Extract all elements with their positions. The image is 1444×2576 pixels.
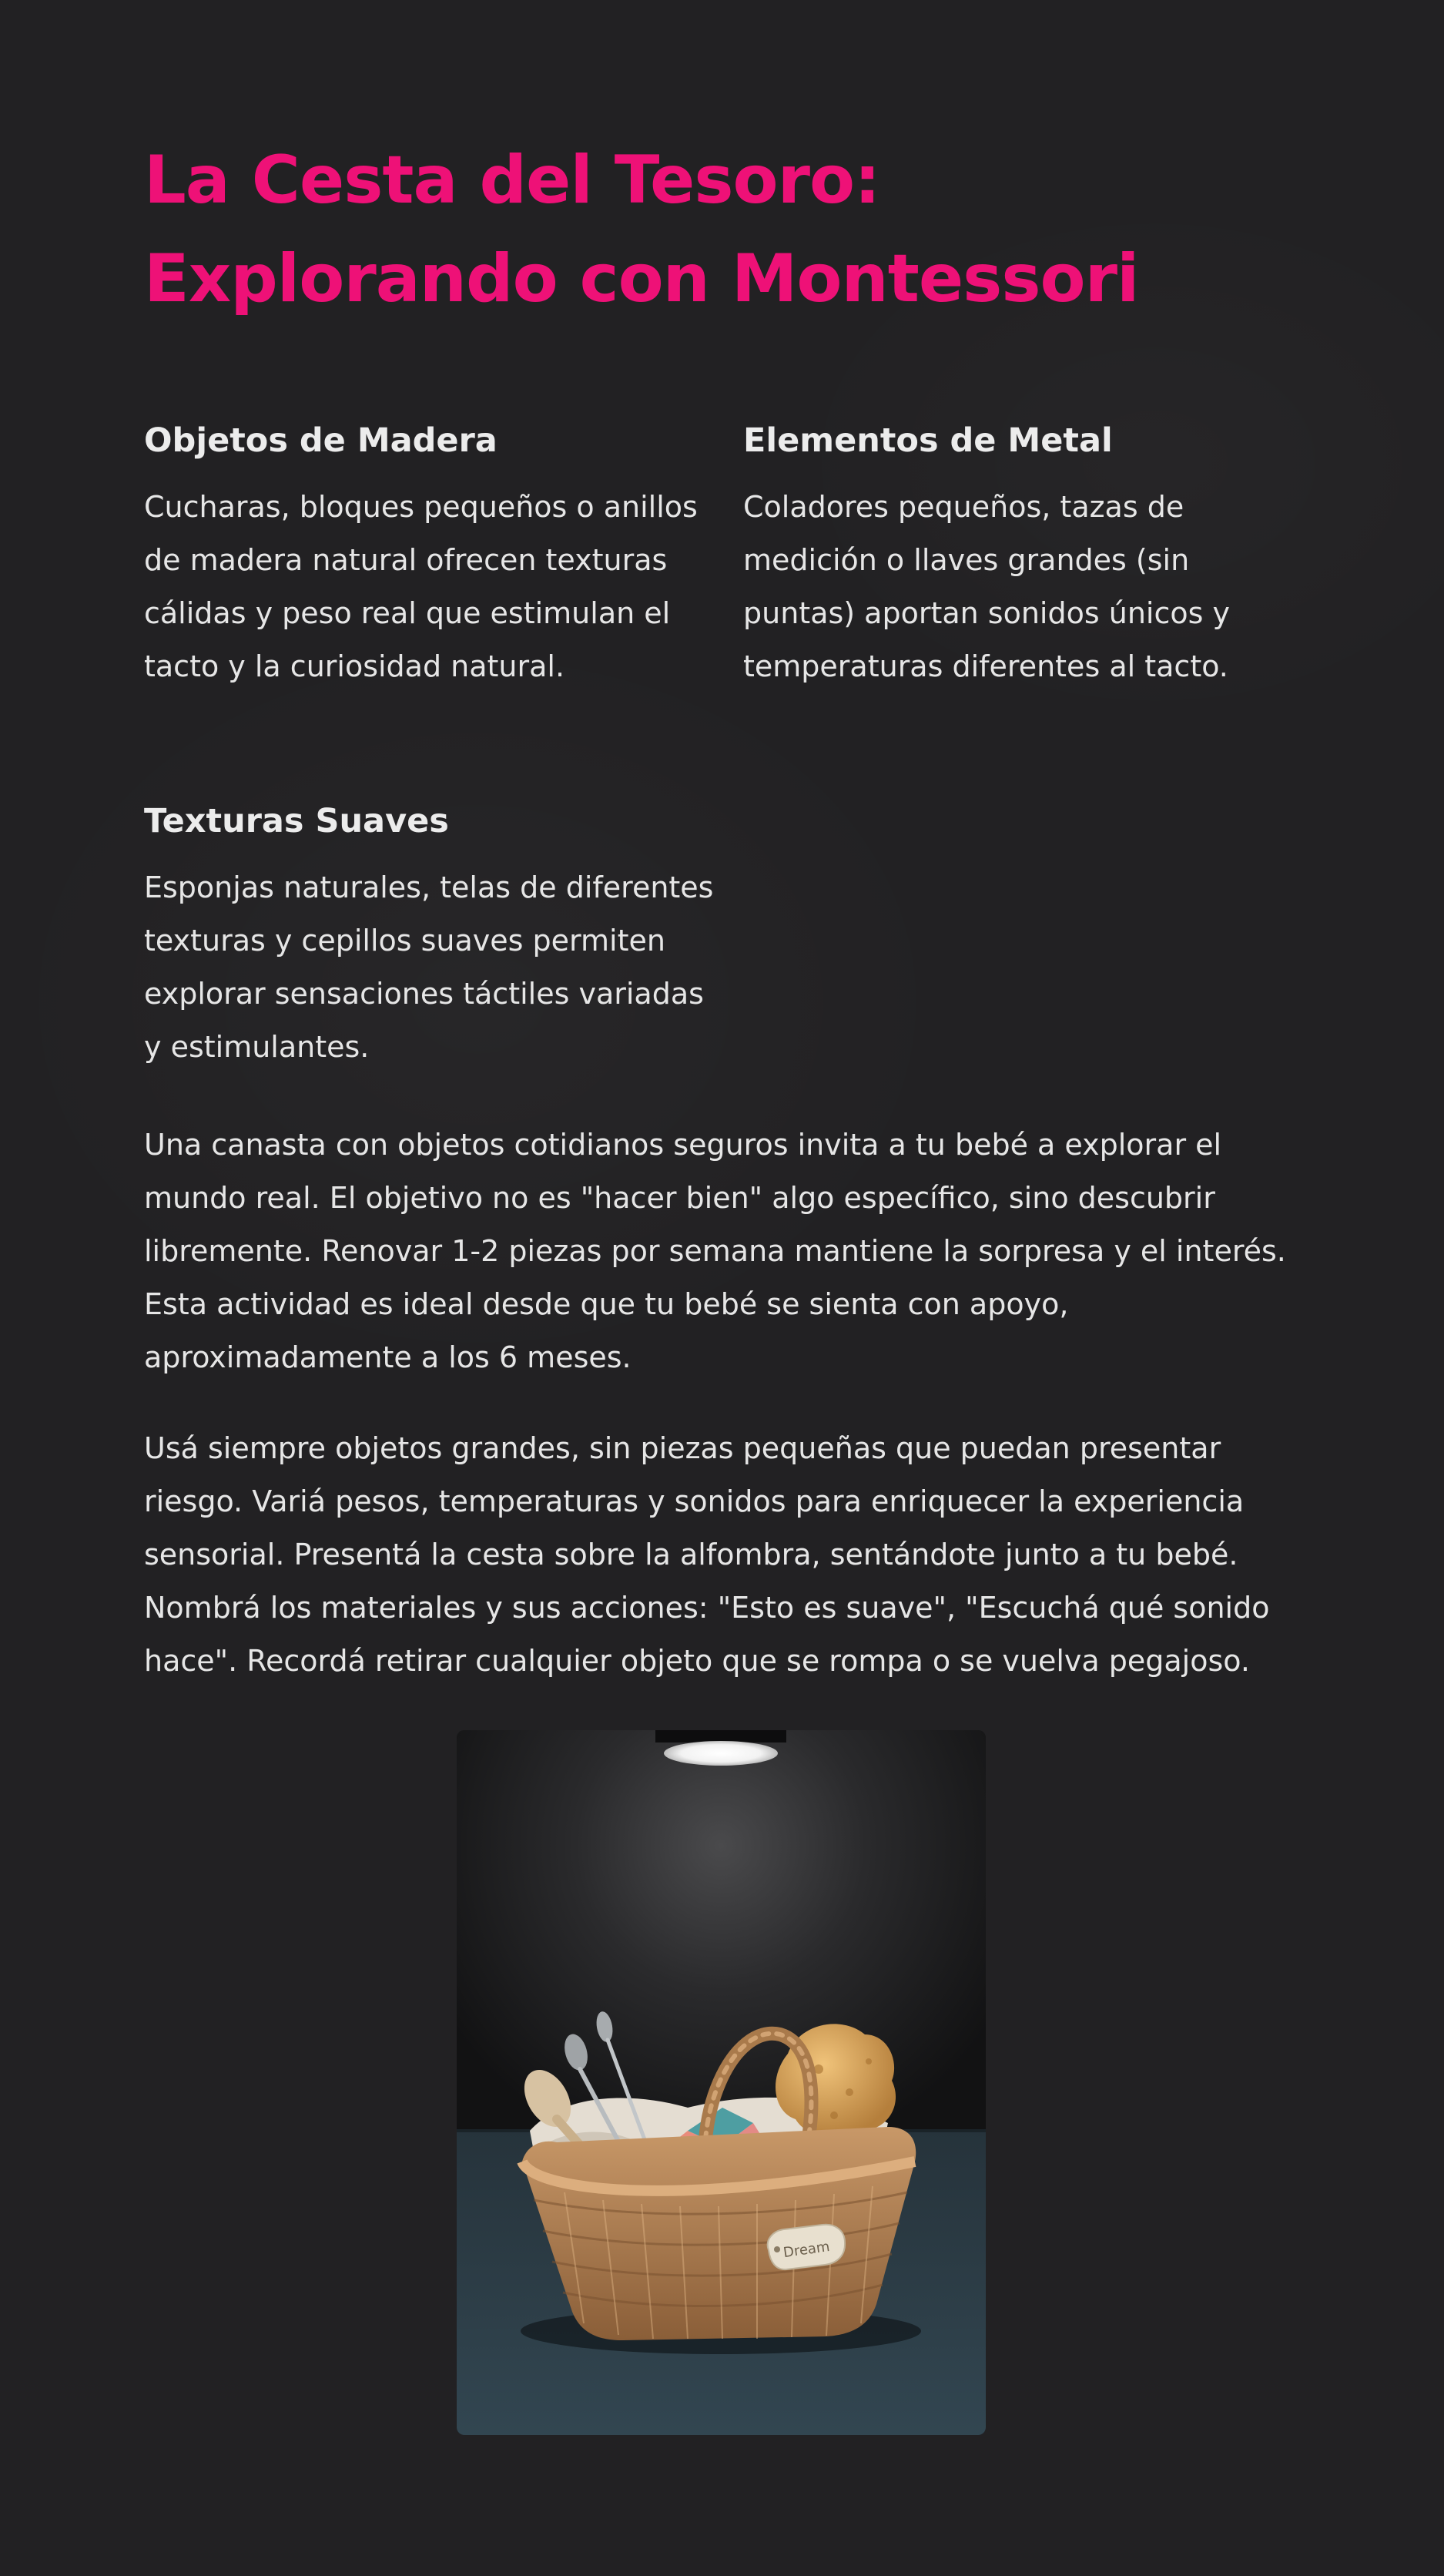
card-heading: Objetos de Madera bbox=[144, 421, 498, 460]
card-soft-textures bbox=[144, 800, 714, 1074]
card-text: Esponjas naturales, telas de diferentes texturas y cepillos suaves permiten explorar sensaciones táctiles variadas y estimulantes. bbox=[144, 870, 714, 1064]
card-heading: Texturas Suaves bbox=[144, 802, 449, 840]
treasure-basket-photo bbox=[457, 1730, 986, 2435]
card-text: Coladores pequeños, tazas de medición o llaves grandes (sin puntas) aportan sonidos únicos y temperaturas diferentes al tacto. bbox=[743, 490, 1230, 683]
card-metal-elements bbox=[743, 419, 1298, 693]
tag-label: Dream bbox=[782, 2238, 831, 2262]
card-text: Cucharas, bloques pequeños o anillos de madera natural ofrecen texturas cálidas y peso real que estimulan el tacto y la curiosidad natural. bbox=[144, 490, 698, 683]
intro-paragraph: Una canasta con objetos cotidianos seguros invita a tu bebé a explorar el mundo real. El objetivo no es "hacer bien" algo específico, sino descubrir libremente. Renovar 1-2 piezas por semana mantiene la sorpresa y el interés. Esta actividad es ideal desde que tu bebé se sienta con apoyo, aproximadamente a los 6 meses. bbox=[144, 1128, 1286, 1374]
card-heading: Elementos de Metal bbox=[743, 421, 1113, 460]
page-title: La Cesta del Tesoro: Explorando con Montessori bbox=[144, 142, 1139, 317]
card-wooden-objects bbox=[144, 419, 714, 693]
safety-paragraph: Usá siempre objetos grandes, sin piezas pequeñas que puedan presentar riesgo. Variá pesos, temperaturas y sonidos para enriquecer la experiencia sensorial. Presentá la cesta sobre la alfombra, sentándote junto a tu bebé. Nombrá los materiales y sus acciones: "Esto es suave", "Escuchá qué sonido hace". Recordá retirar cualquier objeto que se rompa o se vuelva pegajoso. bbox=[144, 1431, 1270, 1678]
